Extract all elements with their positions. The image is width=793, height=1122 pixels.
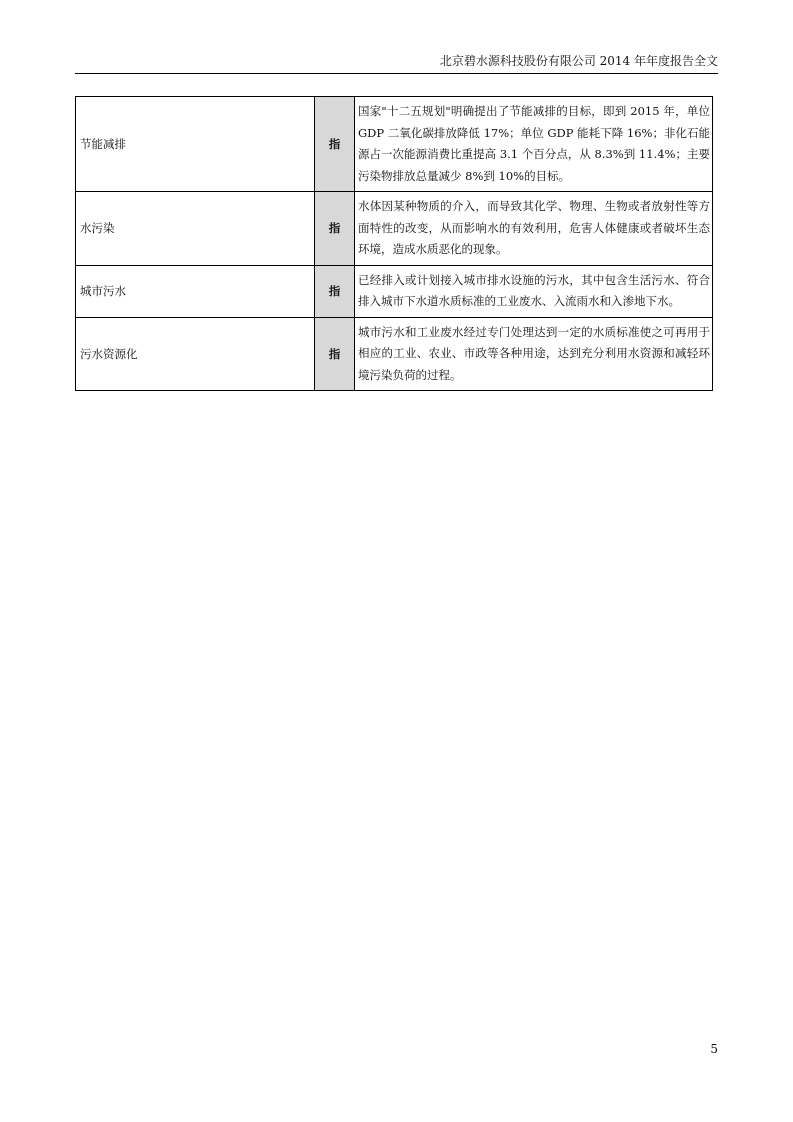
table-row <box>76 317 713 391</box>
term-cell: 污水资源化 <box>76 317 315 391</box>
marker-cell: 指 <box>315 192 355 266</box>
definition-cell: 国家"十二五规划"明确提出了节能减排的目标，即到 2015 年，单位 GDP 二氧化碳排放降低 17%；单位 GDP 能耗下降 16%；非化石能源占一次能源消费比重提高 3.1 个百分点，从 8.3%到 11.4%；主要污染物排放总量减少 8%到 10%的目标。 <box>355 97 713 192</box>
header-divider <box>75 73 718 74</box>
term-cell: 水污染 <box>76 192 315 266</box>
table-row <box>76 192 713 266</box>
term-cell: 节能减排 <box>76 97 315 192</box>
definition-cell: 城市污水和工业废水经过专门处理达到一定的水质标准使之可再用于相应的工业、农业、市政等各种用途，达到充分利用水资源和减轻环境污染负荷的过程。 <box>355 317 713 391</box>
table-row <box>76 97 713 192</box>
definition-cell: 水体因某种物质的介入，而导致其化学、物理、生物或者放射性等方面特性的改变，从而影响水的有效利用，危害人体健康或者破坏生态环境，造成水质恶化的现象。 <box>355 192 713 266</box>
table-row <box>76 265 713 317</box>
marker-cell: 指 <box>315 317 355 391</box>
page-header: 北京碧水源科技股份有限公司 2014 年年度报告全文 <box>439 54 718 68</box>
glossary-table <box>75 96 713 391</box>
page-number: 5 <box>710 1042 718 1056</box>
marker-cell: 指 <box>315 265 355 317</box>
term-cell: 城市污水 <box>76 265 315 317</box>
marker-cell: 指 <box>315 97 355 192</box>
definition-cell: 已经排入或计划接入城市排水设施的污水，其中包含生活污水、符合排入城市下水道水质标准的工业废水、入流雨水和入渗地下水。 <box>355 265 713 317</box>
